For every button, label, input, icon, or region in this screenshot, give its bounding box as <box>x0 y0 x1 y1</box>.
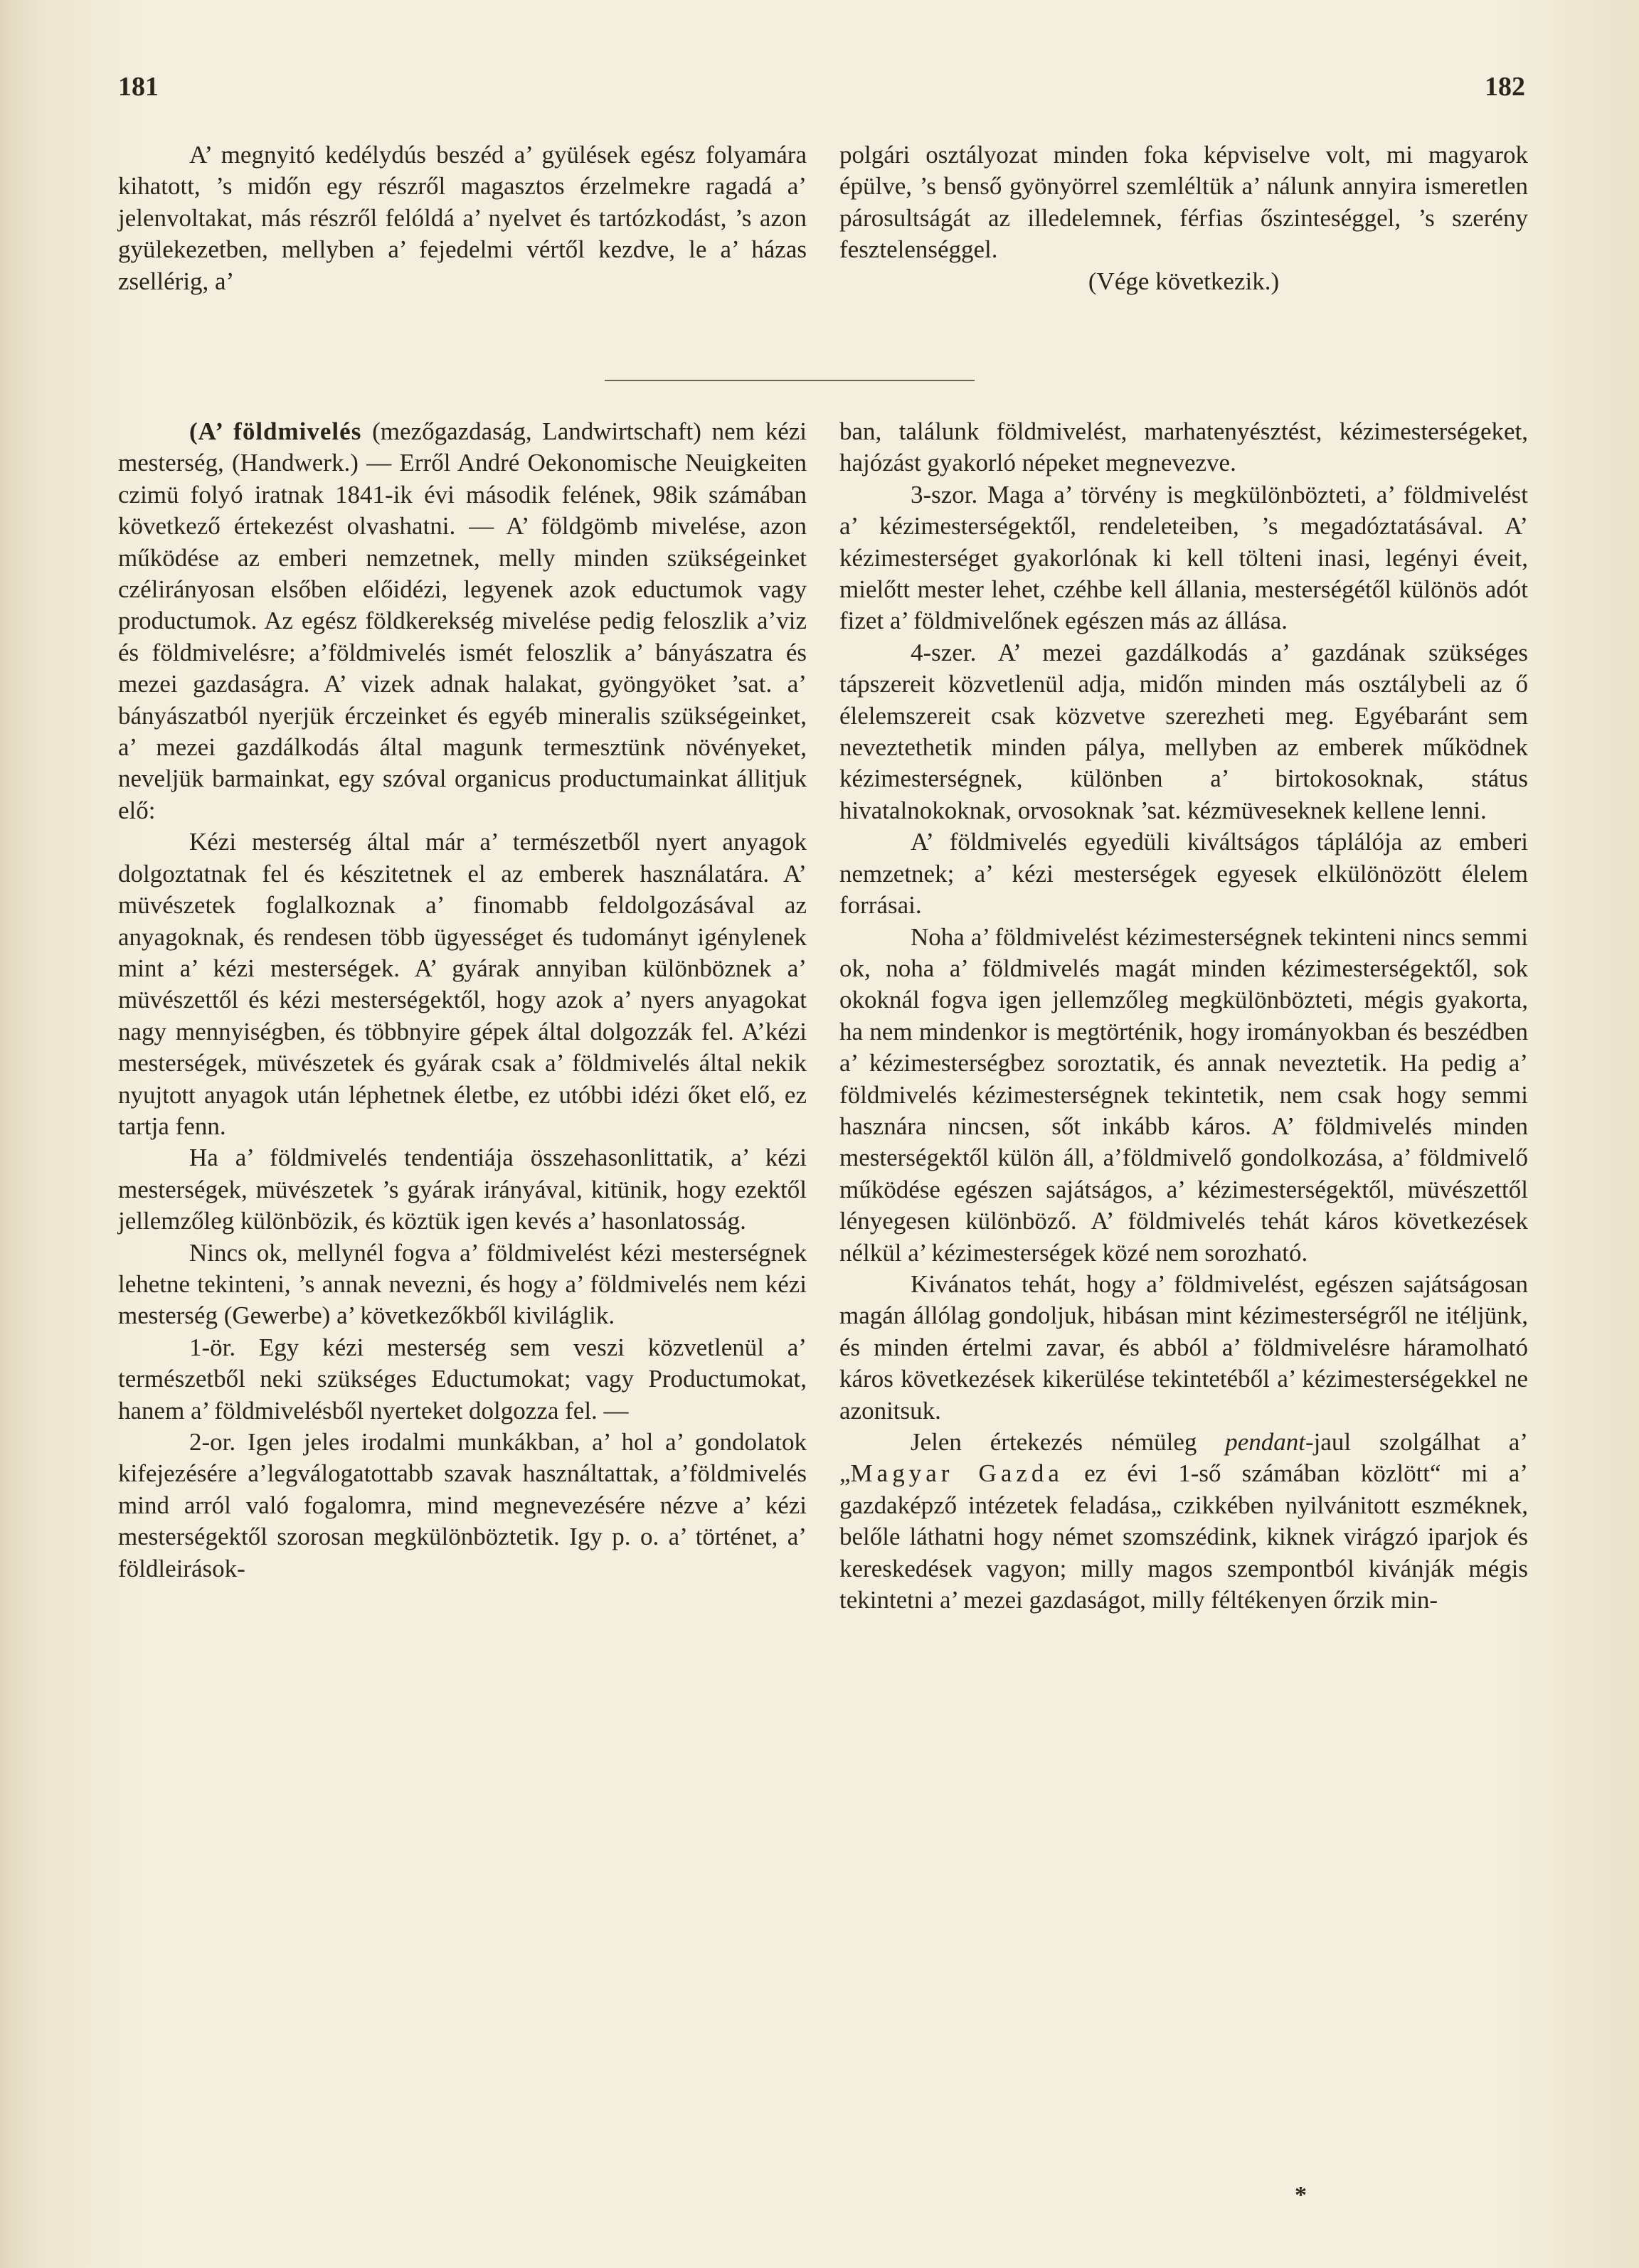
section-divider <box>605 380 975 381</box>
paragraph: Kivánatos tehát, hogy a’ földmivelést, egészen sajátságosan magán állólag gondoljuk, hibásan mint kézimesterségről ne itéljünk, és minden értelmi zavar, és abból a’ földmivelésre háramolható káros következések kikerülése tekintetéből a’ kézimesterségekkel ne azonitsuk. <box>839 1269 1528 1425</box>
right-column-top <box>839 139 1528 297</box>
page-number-right: 182 <box>1485 72 1525 102</box>
left-column-article <box>118 416 807 1585</box>
paragraph: Ha a’ földmivelés tendentiája összehasonlittatik, a’ kézi mesterségek, müvészetek ’s gyárak irányával, kitünik, hogy ezektől jellemzőleg különbözik, és köztük igen kevés a’ hasonlatosság. <box>118 1144 807 1235</box>
text-run: -jaul szolgálhat a’ „ <box>839 1428 1528 1488</box>
paragraph: 3-szor. Maga a’ törvény is megkülönbözteti, a’ földmivelést a’ kézimesterségektől, rendeleteiben, ’s megadóztatásával. A’ kézimesterséget gyakorlónak ki kell tölteni inasi, legényi éveit, mielőtt mester lehet, czéhbe kell állania, mesterségétől különös adót fizet a’ földmivelőnek egészen más az állása. <box>839 480 1528 635</box>
signature-mark: * <box>1295 2182 1307 2208</box>
text-run: Jelen értekezés némüleg <box>911 1428 1226 1456</box>
paragraph: 1-ör. Egy kézi mesterség sem veszi közvetlenül a’ természetből neki szükséges Eductumokat; vagy Productumokat, hanem a’ földmivelésből nyerteket dolgozza fel. — <box>118 1333 807 1425</box>
paragraph: 4-szer. A’ mezei gazdálkodás a’ gazdának szükséges tápszereit közvetlenül adja, midőn minden más osztálybeli az ő élelemszereit csak közvetve szerezheti meg. Egyébaránt sem neveztethetik minden pálya, mellyben az emberek működnek kézimesterségnek, különben a’ birtokosoknak, státus hivatalnokoknak, orvosoknak ’sat. kézmüveseknek kellene lenni. <box>839 638 1528 824</box>
closing-paragraph <box>839 1427 1528 1616</box>
text-run: ez évi 1-ső számában közlött“ mi a’ gazdaképző intézetek feladása„ czikkében nyilvánitott eszméknek, belőle láthatni hogy német szomszédink, kiknek virágzó iparjok és kereskedések vagyon; milly magos szempontból kivánják mégis tekintetni a’ mezei gazdaságot, milly féltékenyen őrzik min- <box>839 1459 1528 1614</box>
article-lead-paragraph <box>118 416 807 826</box>
paragraph: polgári osztályozat minden foka képviselve volt, mi magyarok épülve, ’s benső gyönyörrel szemléltük a’ nálunk annyira ismeretlen párosultságát az illedelemnek, férfias őszinteséggel, ’s szerény fesztelenséggel. <box>839 141 1528 264</box>
left-column-top <box>118 139 807 297</box>
paragraph: Noha a’ földmivelést kézimesterségnek tekinteni nincs semmi ok, noha a’ földmivelés magát minden kézimesterségektől, sok okoknál fogva igen jellemzőleg megkülönbözteti, mégis gyakorta, ha nem mindenkor is megtörténik, hogy irományokban és beszédben a’ kézimesterségbez soroztatik, és annak neveztetik. Ha pedig a’ földmivelés kézimesterségnek tekintetik, nem csak hogy semmi hasznára nincsen, sőt inkább káros. A’ földmivelés minden mesterségektől külön áll, a’földmivelő gondolkozása, a’ földmivelő működése egészen sajátságos, a’ kézimesterségektől, müvészettől lényegesen különböző. A’ földmivelés tehát káros következések nélkül a’ kézimesterségek közé nem sorozható. <box>839 922 1528 1267</box>
paragraph: A’ megnyitó kedélydús beszéd a’ gyülések egész folyamára kihatott, ’s midőn egy részről magasztos érzelmekre ragadá a’ jelenvoltakat, más részről felóldá a’ nyelvet és tartózkodást, ’s azon gyülekezetben, mellyben a’ fejedelmi vértől kezdve, le a’ házas zsellérig, a’ <box>118 141 807 295</box>
paragraph: A’ földmivelés egyedüli kiváltságos táplálója az emberi nemzetnek; a’ kézi mesterségek egyesek elkülönözött élelem forrásai. <box>839 828 1528 920</box>
article-lead-text: (mezőgazdaság, Landwirtschaft) nem kézi mesterség, (Handwerk.) — Erről André Oekonomische Neuigkeiten czimü folyó iratnak 1841-ik évi második felének, 98ik számában következő értekezést olvashatni. — A’ földgömb mivelése, azon működése az emberi nemzetnek, melly minden szükségeinket czélirányosan elsőben előidézi, legyenek azok eductumok vagy productumok. Az egész földkerekség mivelése pedig feloszlik a’viz és földmivelésre; a’földmivelés ismét feloszlik a’ bányászatra és mezei gazdaságra. A’ vizek adnak halakat, gyöngyöket ’sat. a’ bányászatból nyerjük érczeinket és egyéb mineralis szükségeinket, a’ mezei gazdálkodás által magunk termesztünk növényeket, neveljük barmainkat, egy szóval organicus productumainkat állitjuk elő: <box>118 417 807 824</box>
paragraph: Nincs ok, mellynél fogva a’ földmivelést kézi mesterségnek lehetne tekinteni, ’s annak nevezni, és hogy a’ földmivelés nem kézi mesterség (Gewerbe) a’ következőkből kiviláglik. <box>118 1238 807 1330</box>
paragraph: Kézi mesterség által már a’ természetből nyert anyagok dolgoztatnak fel és készitetnek el az emberek használatára. A’ müvészetek foglalkoznak a’ finomabb feldolgozásával az anyagoknak, és rendesen több ügyességet és tudományt igénylenek mint a’ kézi mesterségek. A’ gyárak annyiban különböznek a’ müvészettől és kézi mesterségektől, hogy azok a’ nyers anyagokat nagy mennyiségben, és többnyire gépek által dolgozzák fel. A’kézi mesterségek, müvészetek és gyárak csak a’ földmivelés által nekik nyujtott anyagok után léphetnek életbe, ez utóbbi idézi őket elő, ez tartja fenn. <box>118 828 807 1140</box>
italic-word: pendant <box>1225 1428 1306 1456</box>
right-column-article <box>839 416 1528 1616</box>
journal-title: Magyar Gazda <box>850 1459 1064 1488</box>
continuation-note: (Vége következik.) <box>1088 267 1280 295</box>
paragraph: 2-or. Igen jeles irodalmi munkákban, a’ hol a’ gondolatok kifejezésére a’legválogatottabb szavak használtattak, a’földmivelés mind arról való fogalomra, mind megnevezésére nézve a’ kézi mesterségektől szorosan megkülönböztetik. Igy p. o. a’ történet, a’ földleirások- <box>118 1428 807 1582</box>
paragraph: ban, találunk földmivelést, marhatenyésztést, kézimesterségeket, hajózást gyakorló népeket megnevezve. <box>839 417 1528 477</box>
article-headword: (A’ földmivelés <box>189 417 362 445</box>
page-number-left: 181 <box>118 72 159 102</box>
